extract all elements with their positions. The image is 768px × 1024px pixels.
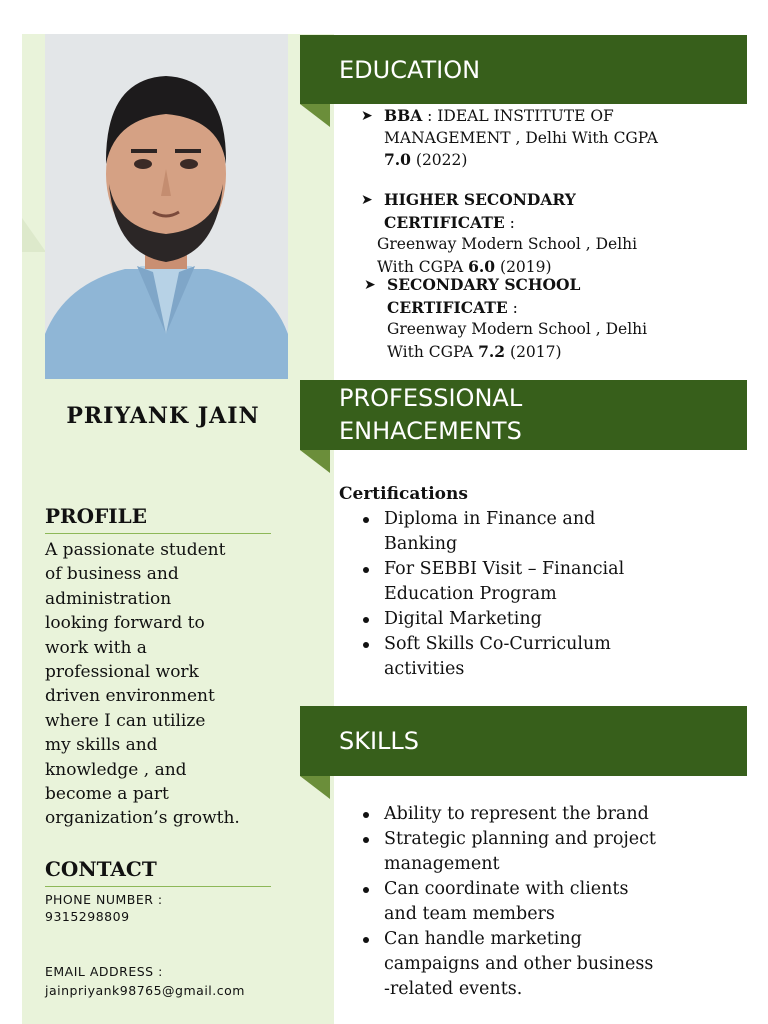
sidebar-decoration	[22, 218, 46, 252]
degree-name: CERTIFICATE	[384, 212, 505, 232]
skills-header	[300, 706, 747, 776]
list-item	[339, 802, 739, 827]
cgpa-value: 6.0	[468, 256, 496, 276]
degree-name: SECONDARY SCHOOL	[387, 275, 581, 294]
arrow-bullet-icon: ➤	[364, 277, 376, 293]
education-entry-higher-secondary	[361, 189, 701, 278]
candidate-name: PRIYANK JAIN	[66, 403, 260, 429]
list-item-line: Can coordinate with clients	[384, 879, 629, 899]
separator: :	[507, 298, 518, 317]
list-item	[339, 507, 719, 557]
profile-line: looking forward to	[45, 613, 205, 634]
professional-header-fold	[300, 450, 330, 473]
cgpa-value: 7.2	[478, 341, 506, 361]
list-item-line: campaigns and other business	[384, 954, 654, 974]
degree-name: CERTIFICATE	[387, 297, 508, 317]
list-item-line: Ability to represent the brand	[384, 804, 649, 824]
school-name: Greenway Modern School , Delhi	[387, 320, 648, 338]
list-item-line: Can handle marketing	[384, 929, 582, 949]
list-item-line: Digital Marketing	[384, 609, 542, 629]
profile-line: organization’s growth.	[45, 808, 240, 829]
list-item-line: activities	[384, 659, 465, 679]
list-item-line: Diploma in Finance and	[384, 509, 596, 529]
profile-line: become a part	[45, 784, 169, 805]
email-address[interactable]: jainpriyank98765@gmail.com	[45, 983, 245, 998]
list-item-line: and team members	[384, 904, 555, 924]
phone-number[interactable]: 9315298809	[45, 909, 130, 924]
education-entry-bba	[361, 105, 701, 172]
phone-label: PHONE NUMBER :	[45, 892, 163, 907]
profile-line: professional work	[45, 662, 199, 683]
graduation-year: (2019)	[495, 257, 552, 276]
education-header-fold	[300, 104, 330, 127]
profile-line: where I can utilize	[45, 710, 206, 731]
list-item-line: -related events.	[384, 979, 523, 999]
graduation-year: (2017)	[505, 342, 562, 361]
separator: :	[504, 213, 515, 232]
portrait-illustration	[45, 34, 288, 379]
profile-photo	[45, 34, 288, 379]
profile-line: of business and	[45, 564, 179, 585]
profile-summary	[45, 538, 273, 831]
degree-name: HIGHER SECONDARY	[384, 190, 576, 209]
list-item	[339, 557, 719, 607]
skills-header-fold	[300, 776, 330, 799]
list-item	[339, 632, 719, 682]
certifications-list	[339, 507, 719, 682]
professional-title-line: ENHACEMENTS	[339, 417, 522, 445]
cgpa-value: 7.0	[384, 150, 411, 169]
professional-header	[300, 380, 747, 450]
list-item-line: Banking	[384, 534, 458, 554]
institute-name: : IDEAL INSTITUTE OF	[422, 107, 614, 125]
certifications-heading: Certifications	[339, 484, 468, 504]
education-entry-secondary	[364, 274, 704, 363]
list-item	[339, 927, 739, 1002]
list-item-line: Soft Skills Co-Curriculum	[384, 634, 611, 654]
list-item	[339, 607, 719, 632]
graduation-year: (2022)	[410, 151, 468, 169]
list-item	[339, 827, 739, 877]
skills-section	[339, 802, 739, 1002]
arrow-bullet-icon: ➤	[361, 108, 373, 124]
education-header	[300, 35, 747, 104]
profile-line: knowledge , and	[45, 759, 187, 780]
profile-line: administration	[45, 588, 172, 609]
profile-line: my skills and	[45, 735, 158, 756]
professional-title-line: PROFESSIONAL	[339, 384, 523, 412]
cgpa-label: With CGPA	[387, 342, 479, 361]
arrow-bullet-icon: ➤	[361, 192, 373, 208]
list-item-line: For SEBBI Visit – Financial	[384, 559, 625, 579]
skills-list	[339, 802, 739, 1002]
profile-heading: PROFILE	[45, 504, 271, 534]
email-label: EMAIL ADDRESS :	[45, 964, 163, 979]
list-item	[339, 877, 739, 927]
list-item-line: Strategic planning and project	[384, 829, 656, 849]
degree-name: BBA	[384, 106, 423, 125]
profile-line: work with a	[45, 637, 147, 658]
certifications-section	[339, 482, 719, 682]
list-item-line: management	[384, 854, 500, 874]
contact-heading: CONTACT	[45, 857, 271, 887]
school-name: Greenway Modern School , Delhi	[377, 235, 638, 253]
institute-line: MANAGEMENT , Delhi With CGPA	[384, 128, 659, 147]
education-title: EDUCATION	[339, 55, 481, 84]
list-item-line: Education Program	[384, 584, 557, 604]
profile-line: A passionate student	[45, 540, 226, 560]
profile-line: driven environment	[45, 686, 215, 707]
skills-title: SKILLS	[339, 727, 420, 755]
cgpa-label: With CGPA	[377, 257, 469, 276]
